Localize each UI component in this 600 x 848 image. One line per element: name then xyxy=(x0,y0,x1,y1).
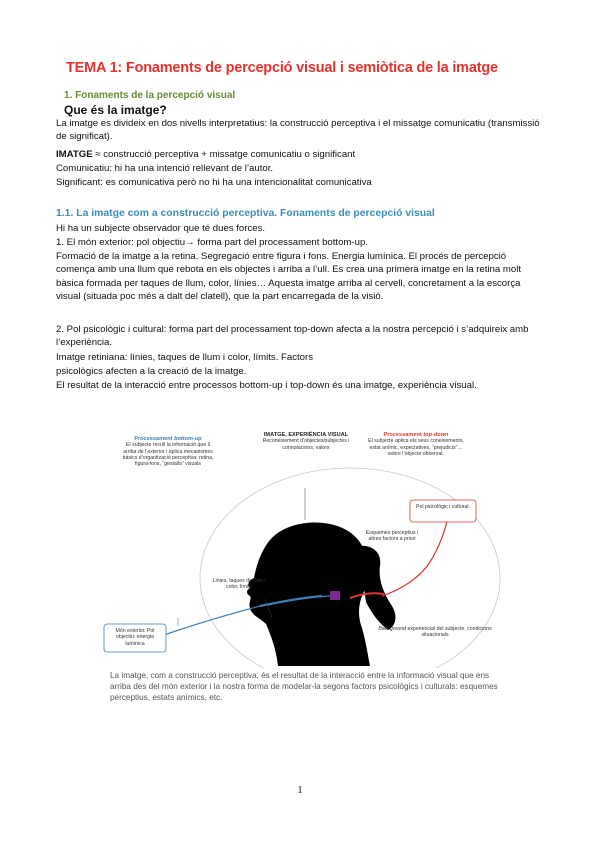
mon-exterior-label: Món exterior. Pol objectiu: energia lumínica xyxy=(115,628,155,647)
top-down-title-a: Processament xyxy=(383,432,424,438)
item1-paragraph: Formació de la imatge a la retina. Segregació entre figura i fons. Energia lumínica. El procés de percepció comença amb una llum que rebota en els objectes i arriba a l’ull. Es crea una primera imatge en la retina molt bàsica formada per taques de llum, color, línies… Aquesta imatge arriba al cervell, concretament a la escorça visual (situada poc més a dalt del clatell), que la part encarregada de la visió. xyxy=(56,251,522,303)
list-item-2: 2. Pol psicològic i cultural: forma part del processament top-down afecta a la nostra percepció i s’adquireix amb l’experiència. xyxy=(56,324,529,349)
perception-diagram xyxy=(100,428,520,668)
bottom-up-title-b: bottom-up xyxy=(174,436,202,442)
page-number: 1 xyxy=(297,784,303,796)
comunicatiu-line: Comunicatiu: hi ha una intenció rellevant de l’autor. xyxy=(56,163,274,174)
imatge-definition xyxy=(56,148,546,161)
center-title: IMATGE, EXPERIÈNCIA VISUAL xyxy=(263,432,349,438)
visual-cortex-marker xyxy=(330,591,340,600)
center-text: Reconeixement d’objectes/subjectes i connotacions, valors xyxy=(262,438,350,451)
bottom-up-label xyxy=(120,436,216,467)
imatge-term: IMATGE xyxy=(56,149,93,160)
linies-label: Línies, taques de llum i color, límits xyxy=(212,578,266,591)
significant-line: Significant: es comunicativa però no hi ha una intencionalitat comunicativa xyxy=(56,177,372,188)
item1-text-b: forma part del processament bottom-up. xyxy=(194,237,368,248)
top-down-label xyxy=(368,432,464,457)
item1-text-a: 1. El món exterior: pol objectiu xyxy=(56,237,186,248)
question-heading: Que és la imatge? xyxy=(64,103,167,117)
top-down-arrow xyxy=(382,516,448,596)
retinal-image-line-1: Imatge retiniana: línies, taques de llum i color, límits. Factors xyxy=(56,352,314,363)
figure-caption: La imatge, com a construcció perceptiva, és el resultat de la interacció entre la informació visual que ens arriba des del món exterior i la nostra forma de modelar-la segons factors psicològics i culturals: esquemes perceptius, estats anímics, etc. xyxy=(110,671,498,702)
list-item-1 xyxy=(56,236,546,249)
top-down-text: El subjecte aplica els seus coneixements, estat anímic, expectatives, “prejudicis”… sobre l’objecte observat. xyxy=(368,438,464,457)
center-label xyxy=(262,432,350,451)
background-label-a: Background xyxy=(378,626,407,632)
section-1-heading: 1. Fonaments de la percepció visual xyxy=(64,90,236,101)
section-1-1-heading: 1.1. La imatge com a construcció perceptiva. Fonaments de percepció visual xyxy=(56,208,435,219)
page-title: TEMA 1: Fonaments de percepció visual i semiòtica de la imatge xyxy=(66,60,498,76)
observer-line: Hi ha un subjecte observador que té dues forces. xyxy=(56,223,266,234)
result-paragraph: El resultat de la interacció entre processos bottom-up i top-down és una imatge, experiència visual. xyxy=(56,380,477,391)
imatge-definition-text: ≈ construcció perceptiva + missatge comunicatiu o significant xyxy=(92,149,356,160)
head-silhouette xyxy=(247,523,370,666)
pol-psicologic-label: Pol psicològic i cultural. xyxy=(416,504,470,510)
bottom-up-title-a: Processament xyxy=(134,436,175,442)
retinal-image-line-2: psicològics afecten a la creació de la imatge. xyxy=(56,366,247,377)
arrow-icon: → xyxy=(185,237,195,248)
esquemes-label: Esquemes perceptius i altres factors a priori xyxy=(365,530,419,543)
background-label xyxy=(370,626,500,639)
bottom-up-text: El subjecte recull la informació que li arriba de l’exterior i aplica mecanismes bàsics d’organització perceptiva: retina, figura-fons, “gestalts” visuals xyxy=(122,442,214,468)
top-down-title-b: top-down xyxy=(423,432,449,438)
background-label-b: experiencial del subjecte, condicions situacionals xyxy=(406,626,492,639)
intro-paragraph: La imatge es divideix en dos nivells interpretatius: la construcció perceptiva i el missatge comunicatiu (transmissió de significat). xyxy=(56,118,540,143)
